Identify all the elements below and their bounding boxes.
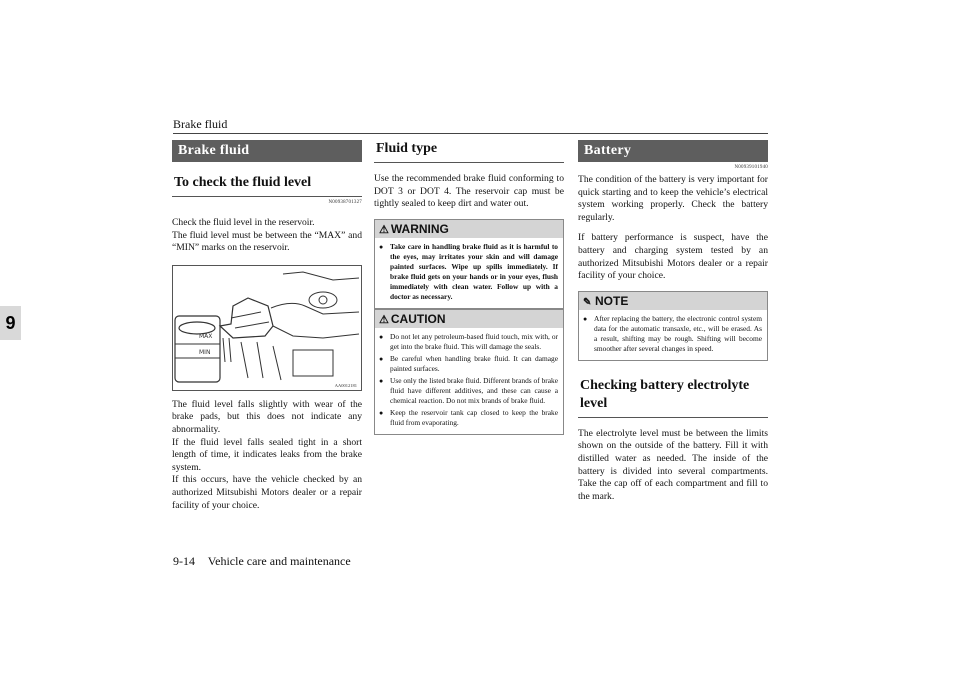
column-fluid-type <box>374 140 564 435</box>
paragraph: Use the recommended brake fluid conforming to DOT 3 or DOT 4. The reservoir cap must be tightly sealed to keep dirt and water out. <box>374 173 564 210</box>
engine-bay-drawing <box>173 266 361 390</box>
intro-line: The fluid level must be between the “MAX” and “MIN” marks on the reservoir. <box>172 229 362 254</box>
ref-code: N00939101940 <box>734 165 768 170</box>
header-rule <box>173 133 768 134</box>
warning-label: WARNING <box>390 221 449 236</box>
intro-line: Check the fluid level in the reservoir. <box>172 217 315 228</box>
caution-item: ● Be careful when handling brake fluid. It can damage painted surfaces. <box>379 354 558 374</box>
subsection-title-check-level: To check the fluid level <box>172 174 362 197</box>
running-header: Brake fluid <box>173 117 228 131</box>
svg-text:MAX: MAX <box>199 332 213 340</box>
warning-triangle-icon: ⚠ <box>379 223 389 236</box>
paragraph: If the fluid level falls sealed tight in a short length of time, it indicates leaks from the brake system. <box>172 436 362 473</box>
ref-code: N00938701327 <box>328 200 362 205</box>
caution-item: ● Do not let any petroleum-based fluid touch, mix with, or get into the brake fluid. This will damage the seals. <box>379 332 558 352</box>
caution-label: CAUTION <box>390 311 446 326</box>
paragraph: If this occurs, have the vehicle checked by an authorized Mitsubishi Motors dealer or a repair facility of your choice. <box>172 474 362 511</box>
reservoir-illustration <box>172 265 362 391</box>
section-title-battery: Battery <box>578 140 768 162</box>
note-item: ● After replacing the battery, the electronic control system data for the automatic transaxle, etc., will be erased. As a result, shifting may be rough. Shifting will become smoother after several changes in speed. <box>583 314 762 354</box>
paragraph: If battery performance is suspect, have the battery and charging system tested by an authorized Mitsubishi Motors dealer or a repair facility of your choice. <box>578 232 768 282</box>
figure-code: AA0012181 <box>334 382 357 388</box>
page-footer <box>173 554 361 569</box>
paragraph: The condition of the battery is very important for quick starting and to keep the vehicle’s electrical system working properly. Check the battery regularly. <box>578 174 768 223</box>
caution-header <box>375 310 563 328</box>
subsection-title-electrolyte: Checking battery electrolyte level <box>578 377 768 418</box>
caution-box <box>374 309 564 435</box>
warning-item: ● Take care in handling brake fluid as it is harmful to the eyes, may irritates your skin and will damage painted surfaces. Wipe up spills immediately. If brake fluid gets on your hands or in your eyes, flush immediately with clean water. Follow up with a doctor as necessary. <box>379 242 558 302</box>
caution-item: ● Use only the listed brake fluid. Different brands of brake fluid have different additives, and these can cause a chemical reaction. Do not mix brands of brake fluid. <box>379 376 558 406</box>
column-brake-fluid <box>172 140 362 512</box>
column-battery <box>578 140 768 511</box>
note-box <box>578 291 768 361</box>
page-number: 9-14 <box>173 554 195 568</box>
warning-box <box>374 219 564 309</box>
chapter-tab: 9 <box>0 306 21 340</box>
paragraph: The electrolyte level must be between the limits shown on the outside of the battery. Fill it with distilled water as needed. The inside of the battery is divided into several compartments. Take the cap off of each compartment and fill to the mark. <box>578 427 768 502</box>
section-title-brake-fluid: Brake fluid <box>172 140 362 162</box>
caution-item: ● Keep the reservoir tank cap closed to keep the brake fluid from evaporating. <box>379 408 558 428</box>
chapter-title: Vehicle care and maintenance <box>207 554 351 568</box>
caution-triangle-icon: ⚠ <box>379 313 389 326</box>
note-header <box>579 292 767 310</box>
warning-header <box>375 220 563 238</box>
pencil-check-icon: ✎ <box>583 296 592 308</box>
section-title-fluid-type: Fluid type <box>374 140 564 163</box>
svg-text:MIN: MIN <box>199 348 211 356</box>
paragraph: The fluid level falls slightly with wear of the brake pads, but this does not indicate any abnormality. <box>172 398 362 435</box>
note-label: NOTE <box>595 293 629 308</box>
